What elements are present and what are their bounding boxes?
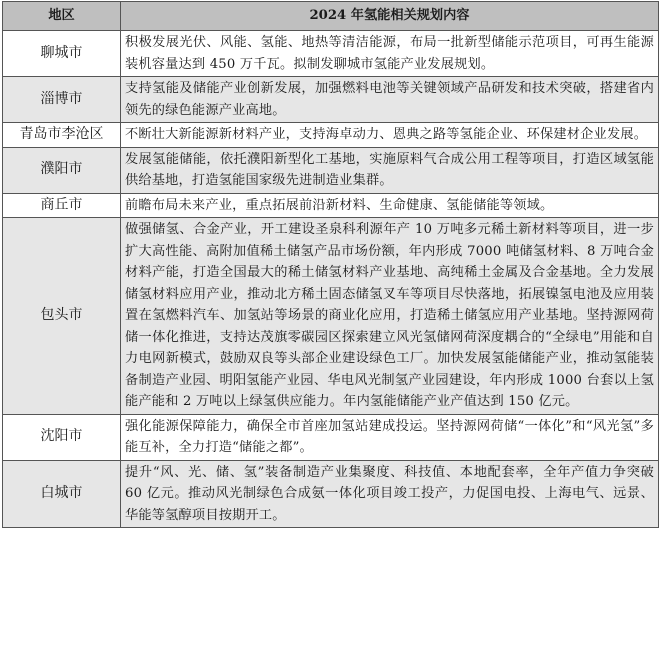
region-cell: 聊城市 [3, 31, 121, 77]
content-cell: 支持氢能及储能产业创新发展，加强燃料电池等关键领域产品研发和技术突破，搭建省内领先的绿色能源产业高地。 [121, 77, 659, 123]
table-row [3, 77, 659, 123]
table-row [3, 193, 659, 218]
content-cell: 强化能源保障能力，确保全市首座加氢站建成投运。坚持源网荷储“一体化”和“风光氢”多能互补，全力打造“储能之都”。 [121, 414, 659, 460]
table-row [3, 147, 659, 193]
region-cell: 商丘市 [3, 193, 121, 218]
content-cell: 前瞻布局未来产业，重点拓展前沿新材料、生命健康、氢能储能等领域。 [121, 193, 659, 218]
region-cell: 包头市 [3, 218, 121, 415]
table-row [3, 460, 659, 528]
table-row [3, 218, 659, 415]
content-cell: 不断壮大新能源新材料产业，支持海卓动力、恩典之路等氢能企业、环保建材企业发展。 [121, 123, 659, 148]
header-content: 2024 年氢能相关规划内容 [121, 2, 659, 31]
table-row [3, 123, 659, 148]
region-cell: 青岛市李沧区 [3, 123, 121, 148]
region-cell: 淄博市 [3, 77, 121, 123]
region-cell: 濮阳市 [3, 147, 121, 193]
region-cell: 白城市 [3, 460, 121, 528]
hydrogen-plan-table [2, 1, 659, 528]
content-cell: 积极发展光伏、风能、氢能、地热等清洁能源，布局一批新型储能示范项目，可再生能源装机容量达到 450 万千瓦。拟制发聊城市氢能产业发展规划。 [121, 31, 659, 77]
content-cell: 做强储氢、合金产业，开工建设圣泉科利源年产 10 万吨多元稀土新材料等项目，进一步扩大高性能、高附加值稀土储氢产品市场份额，年内形成 7000 吨储氢材料、8 万吨合金材料产能，打造全国最大的稀土储氢材料产业基地、高纯稀土金属及合金基地。全力发展储氢材料应用产业，推动北方稀土固态储氢叉车等项目尽快落地，拓展镍氢电池及应用装置在氢燃料汽车、加氢站等场景的商业化应用，打造稀土储氢应用产业基地。坚持源网荷储一体化推进，支持达茂旗零碳园区探索建立风光氢储网荷深度耦合的“全绿电”用能和自力电网新模式，鼓励双良等头部企业建设绿色工厂。加快发展氢能储能产业，推动氢能装备制造产业园、明阳氢能产业园、华电风光制氢产业园建设，年内形成 1000 台套以上氢能产能和 2 万吨以上绿氢供应能力。年内氢能储能产业产值达到 150 亿元。 [121, 218, 659, 415]
table-row [3, 31, 659, 77]
content-cell: 提升“风、光、储、氢”装备制造产业集聚度、科技值、本地配套率，全年产值力争突破 60 亿元。推动风光制绿色合成氨一体化项目竣工投产，力促国电投、上海电气、远景、华能等氢醇项目按期开工。 [121, 460, 659, 528]
content-cell: 发展氢能储能，依托濮阳新型化工基地，实施原料气合成公用工程等项目，打造区域氢能供给基地，打造氢能国家级先进制造业集群。 [121, 147, 659, 193]
table-row [3, 414, 659, 460]
header-region: 地区 [3, 2, 121, 31]
region-cell: 沈阳市 [3, 414, 121, 460]
table-header-row [3, 2, 659, 31]
